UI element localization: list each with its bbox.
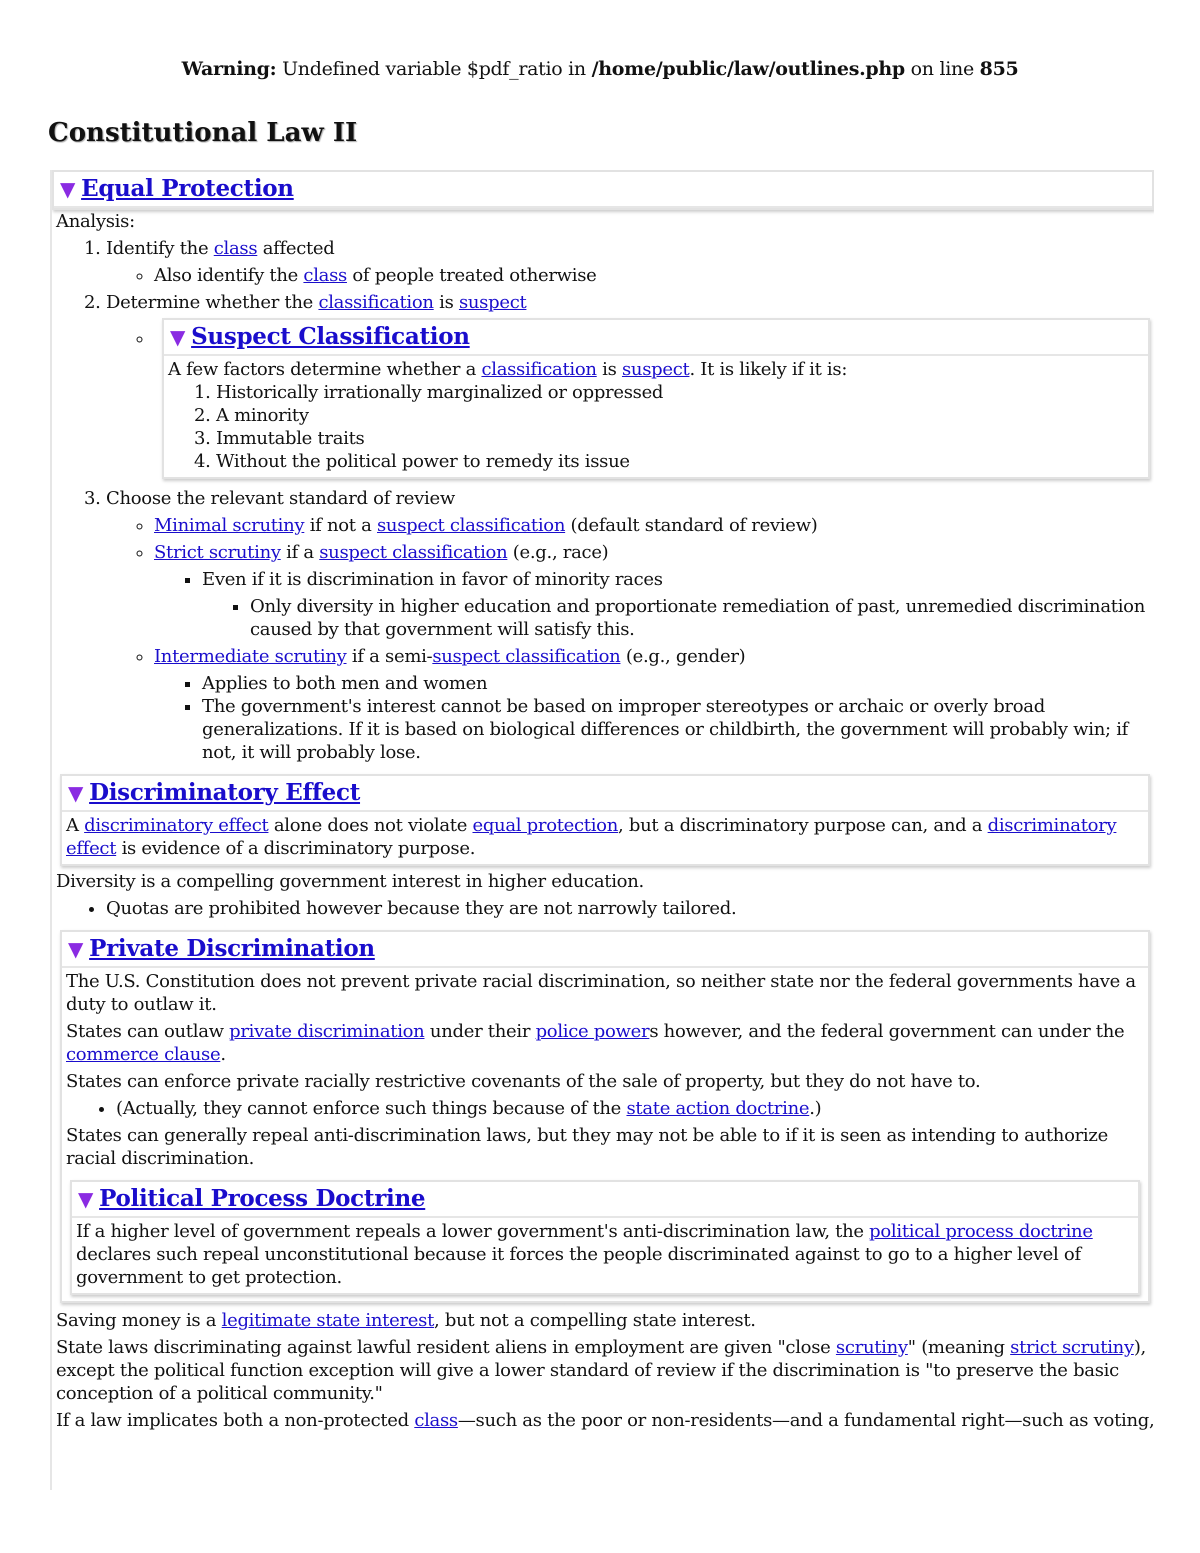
scrutiny-link[interactable]: scrutiny [835, 1337, 908, 1358]
suspect-factor: 4. Without the political power to remedy its issue [216, 450, 1144, 473]
private-discrimination-link[interactable]: Private Discrimination [89, 935, 375, 962]
al-mid: " (meaning [907, 1337, 1011, 1358]
step-2-mid: is [433, 292, 459, 313]
step-1-sub-text-2: of people treated otherwise [346, 265, 597, 286]
triangle-down-icon[interactable]: ▼ [170, 325, 186, 349]
warning-line: 855 [979, 58, 1019, 80]
warning-label: Warning: [181, 58, 277, 80]
classification-link[interactable]: classification [481, 359, 597, 380]
pd-p2-pre: States can outlaw [66, 1021, 230, 1042]
pd-p2-post: . [220, 1044, 226, 1065]
equal-protection-body [52, 210, 1154, 1432]
intermediate-sub: ▪ The government's interest cannot be based on improper stereotypes or archaic or overly broad generalizations. If it is based on biological differences or childbirth, the government will probably win; if not, it will probably lose. [202, 695, 1150, 764]
classification-link[interactable]: classification [318, 292, 434, 313]
suspect-classification-section [162, 318, 1150, 479]
pd-bullet [116, 1097, 1144, 1120]
intermediate-sublist [154, 672, 1150, 764]
private-discrimination-body [62, 968, 1148, 1295]
strict-post: (e.g., race) [507, 542, 609, 563]
strict-scrutiny-link[interactable]: Strict scrutiny [154, 542, 281, 563]
ll-pre: If a law implicates both a non-protected [56, 1410, 415, 1431]
suspect-classification-header[interactable] [164, 320, 1148, 356]
step-3 [106, 487, 1150, 764]
suspect-classification-link[interactable]: suspect classification [319, 542, 508, 563]
intermediate-sub: ▪ Applies to both men and women [202, 672, 1150, 695]
suspect-factor: 1. Historically irrationally marginalized or oppressed [216, 381, 1144, 404]
de-mid: alone does not violate [268, 815, 473, 836]
outline-container [50, 170, 1154, 1490]
pp-post: declares such repeal unconstitutional because it forces the people discriminated against to go to a higher level of government to get protection. [76, 1244, 1081, 1288]
php-warning [0, 58, 1200, 81]
suspect-intro [168, 358, 1144, 381]
triangle-down-icon[interactable]: ▼ [60, 177, 76, 201]
step-1-sublist [106, 264, 1150, 287]
suspect-classification-body [164, 356, 1148, 477]
strict-subsublist [202, 595, 1150, 641]
political-process-section [70, 1180, 1140, 1295]
strict-sub [202, 568, 1150, 641]
suspect-factor: 2. A minority [216, 404, 1144, 427]
political-process-doctrine-link[interactable]: Political Process Doctrine [99, 1185, 426, 1212]
strict-mid: if a [280, 542, 320, 563]
political-process-text [76, 1220, 1134, 1289]
pd-p2-mid-2: s however, and the federal government can under the [649, 1021, 1125, 1042]
triangle-down-icon[interactable]: ▼ [68, 937, 84, 961]
de-mid-2: , but a discriminatory purpose can, and a [618, 815, 988, 836]
pd-paragraph: States can enforce private racially restrictive covenants of the sale of property, but they do not have to. [66, 1071, 981, 1092]
warning-text: Undefined variable $pdf_ratio in [276, 58, 592, 80]
discriminatory-effect-section [60, 774, 1150, 866]
review-standards [106, 514, 1150, 764]
intermediate-scrutiny-item [154, 645, 1150, 764]
diversity-bullet: • Quotas are prohibited however because they are not narrowly tailored. [106, 897, 1150, 920]
pp-pre: If a higher level of government repeals a lower government's anti-discrimination law, the [76, 1221, 870, 1242]
last-line-text [56, 1409, 1154, 1432]
strict-scrutiny-link-inline[interactable]: strict scrutiny [1010, 1337, 1134, 1358]
diversity-text: Diversity is a compelling government interest in higher education. [56, 871, 644, 892]
step-1-text: Identify the [106, 238, 214, 259]
al-pre: State laws discriminating against lawful resident aliens in employment are given "close [56, 1337, 836, 1358]
triangle-down-icon[interactable]: ▼ [78, 1187, 94, 1211]
pd-bullet-pre: (Actually, they cannot enforce such things because of the [116, 1098, 627, 1119]
strict-sublist [154, 568, 1150, 641]
page-title: Constitutional Law II [48, 118, 358, 148]
sm-post: , but not a compelling state interest. [434, 1310, 756, 1331]
suspect-intro-mid: is [596, 359, 622, 380]
equal-protection-header[interactable] [54, 172, 1152, 208]
pd-paragraph: The U.S. Constitution does not prevent private racial discrimination, so neither state nor the federal governments have a duty to outlaw it. [66, 971, 1136, 1015]
political-process-doctrine-link-inline[interactable]: political process doctrine [869, 1221, 1093, 1242]
step-3-text: Choose the relevant standard of review [106, 488, 455, 509]
de-post: is evidence of a discriminatory purpose. [116, 838, 476, 859]
suspect-factors [168, 381, 1144, 473]
discriminatory-effect-link-inline[interactable]: discriminatory effect [66, 815, 1117, 859]
class-link[interactable]: class [414, 1410, 458, 1431]
step-1 [106, 237, 1150, 287]
aliens-text [56, 1336, 1150, 1405]
equal-protection-link[interactable]: Equal Protection [81, 175, 294, 202]
equal-protection-link-inline[interactable]: equal protection [472, 815, 619, 836]
diversity-list [56, 897, 1150, 920]
commerce-clause-link[interactable]: commerce clause [66, 1044, 221, 1065]
intermediate-scrutiny-link[interactable]: Intermediate scrutiny [154, 646, 347, 667]
pd-p2-mid: under their [424, 1021, 536, 1042]
step-1-text-2: affected [257, 238, 335, 259]
al-post: ), except the political function exception will give a lower standard of review if the discrimination is "to preserve the basic conception of a political community." [56, 1337, 1146, 1404]
ll-post: —such as the poor or non-residents—and a fundamental right—such as voting, [457, 1410, 1154, 1431]
discriminatory-effect-link[interactable]: Discriminatory Effect [89, 779, 361, 806]
sm-pre: Saving money is a [56, 1310, 222, 1331]
minimal-mid: if not a [304, 515, 377, 536]
suspect-factor: 3. Immutable traits [216, 427, 1144, 450]
saving-money-text [56, 1309, 1150, 1332]
equal-protection-section [52, 170, 1154, 210]
step-1-sub [154, 264, 1150, 287]
suspect-classification-link[interactable]: Suspect Classification [191, 323, 470, 350]
pd-bullets [66, 1097, 1144, 1120]
warning-path: /home/public/law/outlines.php [591, 58, 905, 80]
strict-scrutiny-item [154, 541, 1150, 641]
suspect-intro-post: . It is likely if it is: [689, 359, 848, 380]
step-2-text: Determine whether the [106, 292, 319, 313]
minimal-post: (default standard of review) [565, 515, 818, 536]
strict-subsub: ▪ Only diversity in higher education and proportionate remediation of past, unremedied discrimination caused by that government will satisfy this. [250, 595, 1150, 641]
political-process-body [72, 1218, 1138, 1293]
warning-text-2: on line [904, 58, 980, 80]
suspect-classification-item [154, 318, 1150, 479]
pd-paragraph: States can generally repeal anti-discrimination laws, but they may not be able to if it is seen as intending to authorize racial discrimination. [66, 1125, 1108, 1169]
private-discrimination-section [60, 930, 1150, 1303]
class-link[interactable]: class [303, 265, 347, 286]
step-1-sub-text: Also identify the [154, 265, 304, 286]
political-process-header[interactable] [72, 1182, 1138, 1218]
suspect-classification-link[interactable]: suspect classification [432, 646, 621, 667]
minimal-scrutiny-item [154, 514, 1150, 537]
suspect-link[interactable]: suspect [458, 292, 527, 313]
analysis-label: Analysis: [56, 211, 135, 232]
pd-paragraph [66, 1020, 1144, 1066]
suspect-classification-link[interactable]: suspect classification [377, 515, 566, 536]
minimal-scrutiny-link[interactable]: Minimal scrutiny [154, 515, 305, 536]
pd-bullet-post: .) [809, 1098, 822, 1119]
strict-sub-text: Even if it is discrimination in favor of minority races [202, 569, 663, 590]
intermediate-mid: if a semi- [346, 646, 433, 667]
police-power-link[interactable]: police power [535, 1021, 650, 1042]
legitimate-state-interest-link[interactable]: legitimate state interest [221, 1310, 434, 1331]
private-discrimination-link-inline[interactable]: private discrimination [229, 1021, 425, 1042]
private-discrimination-header[interactable] [62, 932, 1148, 968]
analysis-steps [56, 237, 1150, 764]
suspect-link[interactable]: suspect [621, 359, 690, 380]
class-link[interactable]: class [213, 238, 258, 259]
triangle-down-icon[interactable]: ▼ [68, 781, 84, 805]
discriminatory-effect-body [62, 812, 1148, 864]
discriminatory-effect-header[interactable] [62, 776, 1148, 812]
state-action-doctrine-link[interactable]: state action doctrine [626, 1098, 810, 1119]
discriminatory-effect-link-inline[interactable]: discriminatory effect [84, 815, 269, 836]
suspect-intro-text: A few factors determine whether a [168, 359, 482, 380]
step-2-sublist [106, 318, 1150, 479]
step-2 [106, 291, 1150, 479]
discriminatory-effect-text [66, 814, 1144, 860]
de-pre: A [66, 815, 85, 836]
intermediate-post: (e.g., gender) [620, 646, 746, 667]
